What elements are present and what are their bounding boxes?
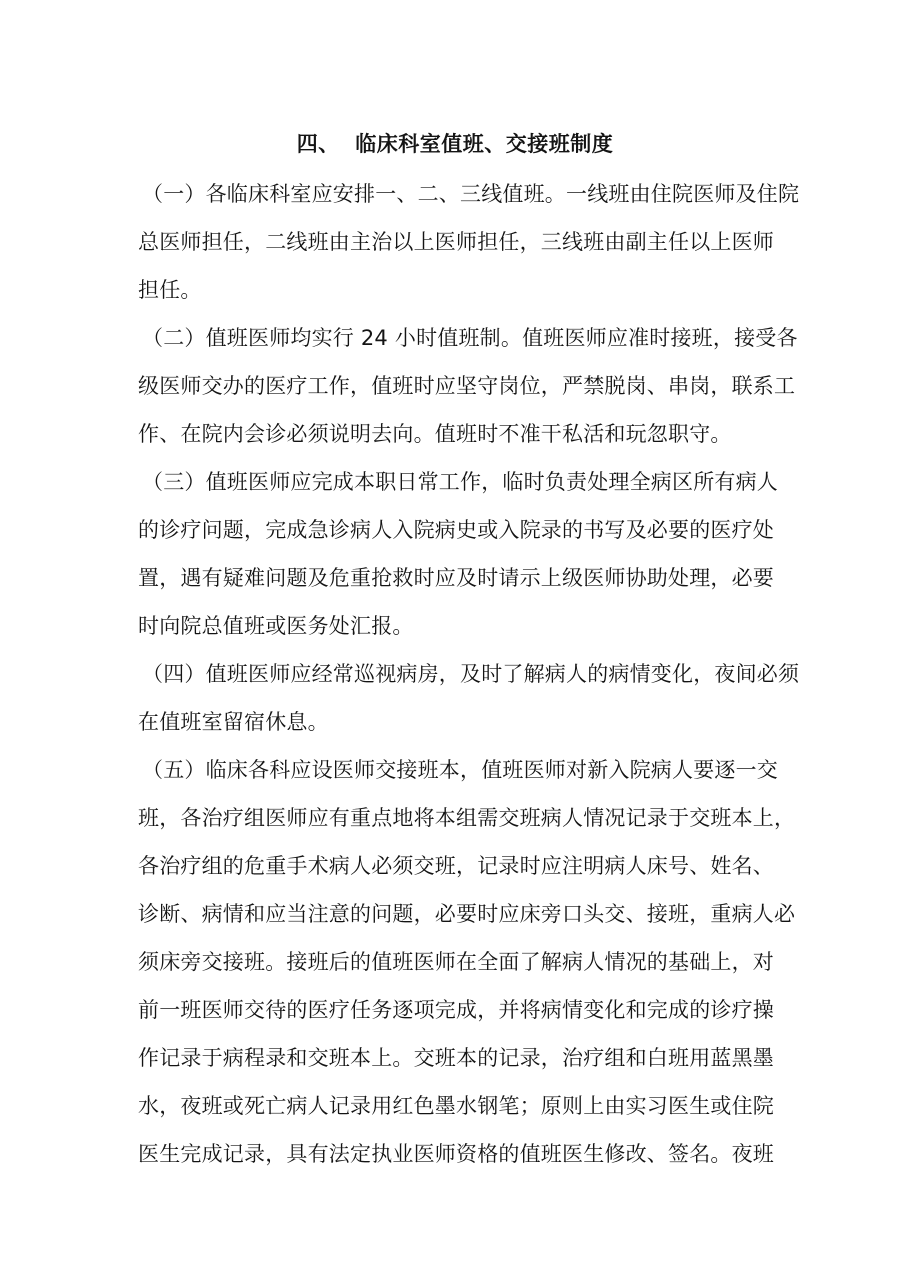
paragraph-2-line-3: 作、在院内会诊必须说明去向。值班时不准干私活和玩忽职守。 (138, 422, 732, 446)
paragraph-3-line-4: 时向院总值班或医务处汇报。 (138, 614, 414, 638)
paragraph-1-line-1: （一）各临床科室应安排一、二、三线值班。一线班由住院医师及住院 (142, 182, 800, 206)
paragraph-2-line-2: 级医师交办的医疗工作，值班时应坚守岗位，严禁脱岗、串岗，联系工 (138, 374, 796, 398)
paragraph-5-line-1: （五）临床各科应设医师交接班本，值班医师对新入院病人要逐一交 (142, 758, 778, 782)
paragraph-5-line-4: 诊断、病情和应当注意的问题，必要时应床旁口头交、接班，重病人必 (138, 902, 796, 926)
paragraph-5-line-6: 前一班医师交待的医疗任务逐项完成，并将病情变化和完成的诊疗操 (138, 998, 774, 1022)
paragraph-5-line-2: 班，各治疗组医师应有重点地将本组需交班病人情况记录于交班本上， (138, 806, 796, 830)
paragraph-3-line-2: 的诊疗问题，完成急诊病人入院病史或入院录的书写及必要的医疗处 (138, 518, 774, 542)
paragraph-5-line-3: 各治疗组的危重手术病人必须交班，记录时应注明病人床号、姓名、 (138, 854, 774, 878)
paragraph-5-line-5: 须床旁交接班。接班后的值班医师在全面了解病人情况的基础上，对 (138, 950, 774, 974)
paragraph-5-line-9: 医生完成记录，具有法定执业医师资格的值班医生修改、签名。夜班 (138, 1142, 774, 1166)
paragraph-2-line-1: （二）值班医师均实行 24 小时值班制。值班医师应准时接班，接受各 (142, 326, 798, 350)
paragraph-5-line-8: 水，夜班或死亡病人记录用红色墨水钢笔；原则上由实习医生或住院 (138, 1094, 774, 1118)
paragraph-4-line-2: 在值班室留宿休息。 (138, 710, 329, 734)
paragraph-5-line-7: 作记录于病程录和交班本上。交班本的记录，治疗组和白班用蓝黑墨 (138, 1046, 774, 1070)
paragraph-3-line-3: 置，遇有疑难问题及危重抢救时应及时请示上级医师协助处理，必要 (138, 566, 774, 590)
paragraph-4-line-1: （四）值班医师应经常巡视病房，及时了解病人的病情变化，夜间必须 (142, 662, 800, 686)
paragraph-3-line-1: （三）值班医师应完成本职日常工作，临时负责处理全病区所有病人 (142, 470, 778, 494)
document-title: 四、 临床科室值班、交接班制度 (296, 132, 614, 156)
paragraph-1-line-3: 担任。 (138, 278, 202, 302)
paragraph-1-line-2: 总医师担任，二线班由主治以上医师担任，三线班由副主任以上医师 (138, 230, 774, 254)
